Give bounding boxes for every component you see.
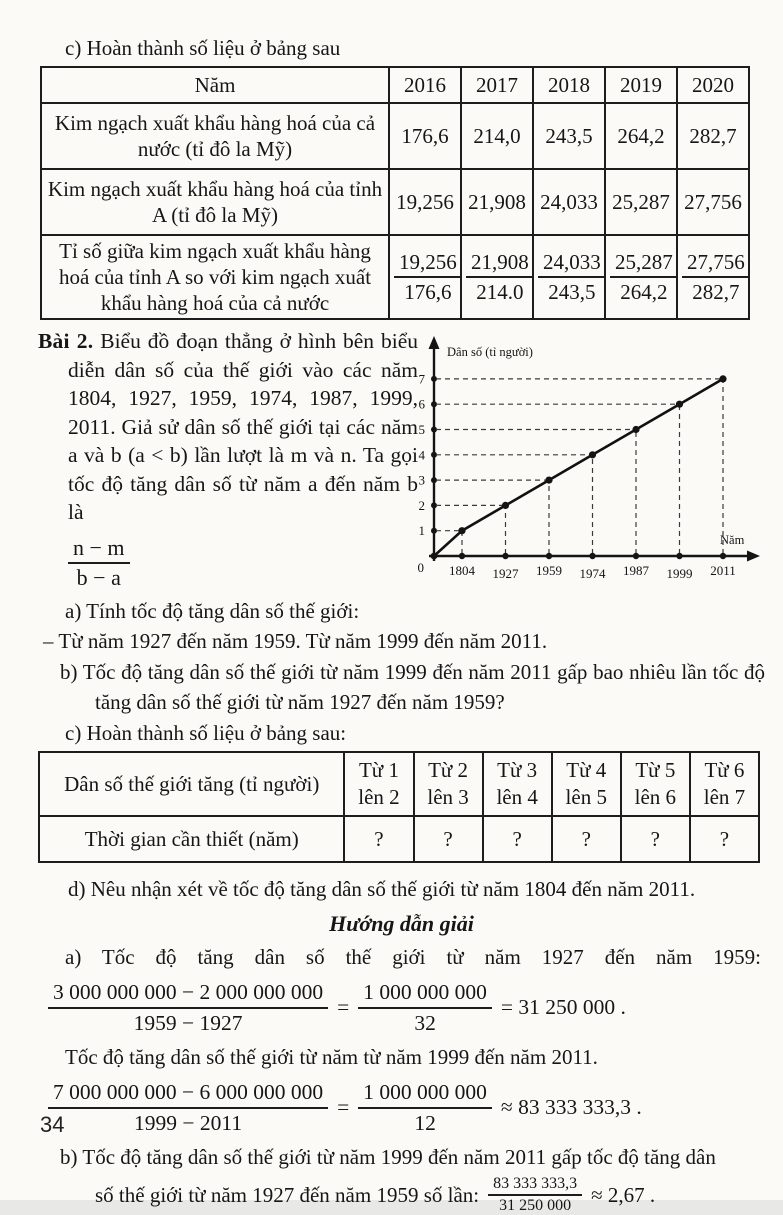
equation-result: ≈ 2,67 . xyxy=(591,1182,656,1207)
svg-text:Năm: Năm xyxy=(720,533,745,547)
svg-text:1959: 1959 xyxy=(536,563,562,578)
solution-heading: Hướng dẫn giải xyxy=(329,910,474,936)
svg-text:1974: 1974 xyxy=(579,566,606,581)
ratio-cell xyxy=(389,235,461,319)
year-header-cell: Năm xyxy=(41,67,389,103)
problem-2-number: Bài 2. xyxy=(38,329,94,353)
row-label: Kim ngạch xuất khẩu hàng hoá của cả nước (tỉ đô la Mỹ) xyxy=(41,103,389,169)
unknown-cell: ? xyxy=(414,816,483,862)
question-a-sub: – Từ năm 1927 đến năm 1959. Từ năm 1999 đến năm 2011. xyxy=(43,628,548,653)
problem-2 xyxy=(38,327,765,591)
unknown-cell: ? xyxy=(690,816,759,862)
equals-sign: = xyxy=(337,1095,350,1119)
fraction: $\frac{83 333 333,3}{31 250 000}$ xyxy=(488,1175,582,1215)
table-row-duration xyxy=(39,816,759,862)
svg-text:5: 5 xyxy=(418,422,425,437)
fraction: $\frac{3 000 000 000 - 2 000 000 000}{1959 - 1927}$ xyxy=(48,979,328,1037)
svg-text:1927: 1927 xyxy=(492,566,519,581)
table-row-province-export xyxy=(41,169,749,235)
range-cell: Từ 1 lên 2 xyxy=(344,752,413,816)
unknown-cell: ? xyxy=(552,816,621,862)
year-cell: 2019 xyxy=(605,67,677,103)
svg-text:2: 2 xyxy=(418,497,425,513)
problem-2-text-column xyxy=(38,327,418,591)
value-cell: 243,5 xyxy=(533,103,605,169)
year-cell: 2017 xyxy=(461,67,533,103)
svg-text:1987: 1987 xyxy=(623,563,649,578)
ratio-cell xyxy=(605,235,677,319)
intro-c-label: c) Hoàn thành số liệu ở bảng sau xyxy=(65,36,341,60)
value-cell: 24,033 xyxy=(533,169,605,235)
fraction: $\frac{7 000 000 000 - 6 000 000 000}{1999 - 2011}$ xyxy=(48,1079,328,1137)
ratio-cell xyxy=(461,235,533,319)
svg-text:1999: 1999 xyxy=(666,566,693,581)
fraction: $\frac{1 000 000 000}{12}$ xyxy=(358,1079,492,1137)
value-cell: 264,2 xyxy=(605,103,677,169)
unknown-cell: ? xyxy=(344,816,413,862)
svg-text:6: 6 xyxy=(418,396,425,412)
growth-table-header xyxy=(39,752,759,816)
range-cell: Từ 5 lên 6 xyxy=(621,752,690,816)
svg-text:Dân số (tỉ người): Dân số (tỉ người) xyxy=(447,345,533,359)
fraction: $\frac{19,256}{176,6}$ xyxy=(394,249,462,305)
year-cell: 2020 xyxy=(677,67,749,103)
range-cell: Từ 3 lên 4 xyxy=(483,752,552,816)
question-a: a) Tính tốc độ tăng dân số thế giới: xyxy=(65,598,360,623)
solution-b-line1: b) Tốc độ tăng dân số thế giới từ năm 1999 đến năm 2011 gấp tốc độ tăng dân xyxy=(60,1144,716,1169)
row-label: Thời gian cần thiết (năm) xyxy=(39,816,344,862)
solution-b-line2: số thế giới từ năm 1927 đến năm 1959 số lần: $\frac{83 333 333,3}{31 250 000}$ ≈ 2,67 . xyxy=(95,1174,656,1214)
fraction: $\frac{27,756}{282,7}$ xyxy=(682,249,750,305)
ratio-cell xyxy=(677,235,749,319)
solution-a2-intro: Tốc độ tăng dân số thế giới từ năm từ năm 1999 đến năm 2011. xyxy=(65,1044,598,1069)
equation-result: ≈ 83 333 333,3 . xyxy=(500,1095,642,1119)
question-b: b) Tốc độ tăng dân số thế giới từ năm 1999 đến năm 2011 gấp bao nhiêu lần tốc độ tăng dân số thế giới từ năm 1927 đến năm 1959? xyxy=(60,659,765,714)
fraction: $\frac{24,033}{243,5}$ xyxy=(538,249,606,305)
question-d: d) Nêu nhận xét về tốc độ tăng dân số thế giới từ năm 1804 đến năm 2011. xyxy=(68,876,696,901)
table-row-ratio xyxy=(41,235,749,319)
export-table xyxy=(40,66,750,320)
fraction: $\frac{21,908}{214.0}$ xyxy=(466,249,534,305)
growth-table xyxy=(38,751,760,863)
svg-text:1804: 1804 xyxy=(449,563,475,578)
range-cell: Từ 2 lên 3 xyxy=(414,752,483,816)
value-cell: 27,756 xyxy=(677,169,749,235)
svg-text:4: 4 xyxy=(418,447,425,463)
range-cell: Từ 6 lên 7 xyxy=(690,752,759,816)
svg-text:0: 0 xyxy=(417,560,424,575)
problem-2-statement xyxy=(38,327,418,527)
table-row-country-export xyxy=(41,103,749,169)
population-chart xyxy=(418,330,765,588)
equation-2 xyxy=(48,1079,765,1137)
year-cell: 2018 xyxy=(533,67,605,103)
svg-text:1: 1 xyxy=(418,523,425,539)
row-label: Tỉ số giữa kim ngạch xuất khẩu hàng hoá của tỉnh A so với kim ngạch xuất khẩu hàng hoá của cả nước xyxy=(41,235,389,319)
page-number: 34 xyxy=(40,1112,65,1137)
unknown-cell: ? xyxy=(483,816,552,862)
population-chart-container xyxy=(418,327,765,591)
value-cell: 282,7 xyxy=(677,103,749,169)
equals-sign: = xyxy=(337,995,350,1019)
export-table-header xyxy=(41,67,749,103)
svg-text:2011: 2011 xyxy=(710,563,736,578)
solution-a-intro: a) Tốc độ tăng dân số thế giới từ năm 1927 đến năm 1959: xyxy=(65,944,761,969)
value-cell: 25,287 xyxy=(605,169,677,235)
value-cell: 214,0 xyxy=(461,103,533,169)
problem-2-body: Biểu đồ đoạn thẳng ở hình bên biểu diễn dân số của thế giới vào các năm 1804, 1927, 1959, 1974, 1987, 1999, 2011. Giả sử dân số thế giới tại các năm a và b (a < b) lần lượt là m và n. Ta gọi tốc độ tăng dân số từ năm a đến năm b là xyxy=(68,329,418,524)
value-cell: 19,256 xyxy=(389,169,461,235)
range-cell: Từ 4 lên 5 xyxy=(552,752,621,816)
ratio-cell xyxy=(533,235,605,319)
svg-text:3: 3 xyxy=(418,472,425,488)
fraction: $\frac{1 000 000 000}{32}$ xyxy=(358,979,492,1037)
unknown-cell: ? xyxy=(621,816,690,862)
fraction: $\frac{25,287}{264,2}$ xyxy=(610,249,678,305)
svg-text:7: 7 xyxy=(418,371,425,387)
rate-formula: $\frac{n - m}{b - a}$ xyxy=(68,535,130,591)
value-cell: 176,6 xyxy=(389,103,461,169)
value-cell: 21,908 xyxy=(461,169,533,235)
row-label: Kim ngạch xuất khẩu hàng hoá của tỉnh A (tỉ đô la Mỹ) xyxy=(41,169,389,235)
equation-result: = 31 250 000 . xyxy=(500,995,626,1019)
equation-1 xyxy=(48,979,765,1037)
row-label: Dân số thế giới tăng (tỉ người) xyxy=(39,752,344,816)
question-c: c) Hoàn thành số liệu ở bảng sau: xyxy=(65,720,347,745)
year-cell: 2016 xyxy=(389,67,461,103)
